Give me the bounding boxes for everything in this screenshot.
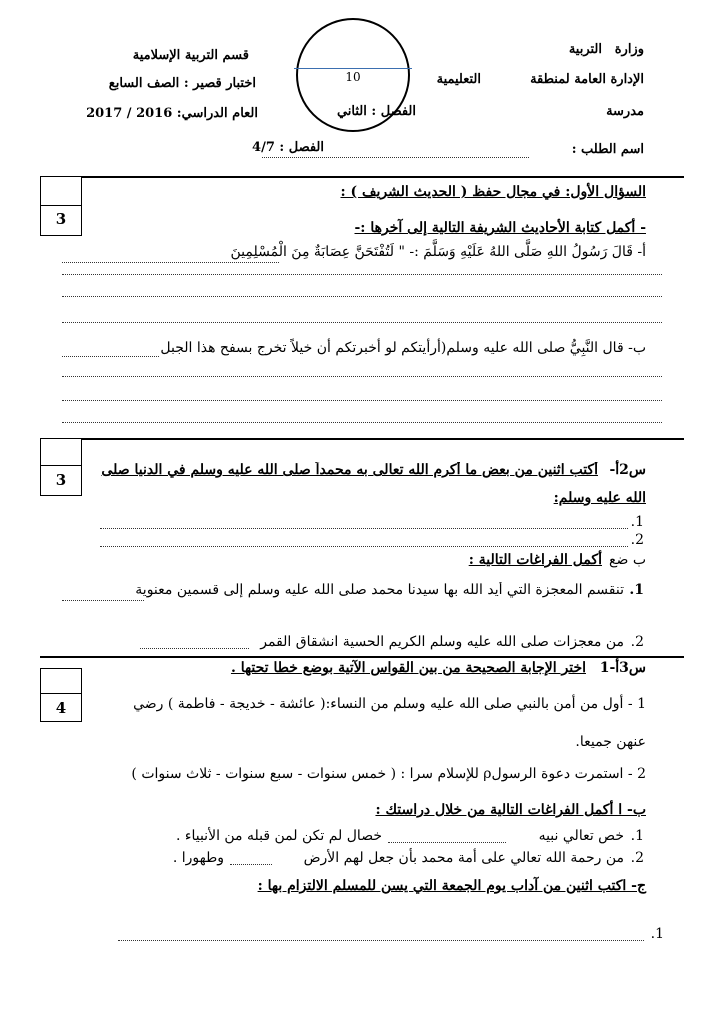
q3b-item2-b: وطهورا . [172, 850, 224, 866]
q2-item2-num: 2. [630, 532, 644, 548]
q3b-item1-b: خصال لم تكن لمن قبله من الأنبياء . [175, 828, 382, 844]
q2-item1-num: 1. [630, 514, 644, 530]
admin-value: التعليمية [436, 72, 481, 87]
term-label: الفصل : الثاني [336, 104, 416, 119]
mark-box-q1 [40, 176, 82, 236]
mark-q3: 4 [55, 699, 67, 717]
q2b-prefix: ب ضع [609, 552, 646, 568]
admin-label: الإدارة العامة لمنطقة [530, 72, 644, 87]
answer-line[interactable] [62, 296, 662, 297]
q3b-item1-a: خص تعالي نبيه [538, 828, 624, 844]
q3b-title: ب- ا أكمل الفراغات التالية من خلال دراستك : [375, 802, 646, 818]
q2b-title: أكمل الفراغات التالية : [468, 552, 602, 568]
q1-hadith-a: أ- قَالَ رَسُولُ اللهِ صَلَّى اللهُ عَلَيْهِ وَسَلَّمَ :- " لَتُفْتَحَنَّ عِصَابَةٌ مِنَ الْمُسْلِمِينَ [230, 244, 646, 260]
class-label: الفصل : 4/7 [252, 140, 324, 155]
answer-line[interactable] [62, 322, 662, 323]
mark-q2: 3 [55, 471, 67, 489]
q1-instruction: - أكمل كتابة الأحاديث الشريفة التالية إلى آخرها :- [354, 220, 646, 236]
score-circle [296, 18, 410, 132]
score-total: 10 [345, 70, 361, 84]
q3b-item2-num: 2. [630, 850, 644, 866]
answer-line[interactable] [62, 600, 144, 601]
ministry-value: التربية [568, 42, 602, 57]
ministry-label: وزارة [614, 42, 644, 57]
student-name-field[interactable] [262, 157, 529, 158]
mark-box-q3 [40, 668, 82, 722]
school-label: مدرسة [606, 104, 644, 119]
answer-line[interactable] [62, 274, 662, 275]
mark-q1: 3 [55, 210, 67, 228]
section-divider [40, 438, 684, 440]
answer-line[interactable] [62, 422, 662, 423]
q3-item1-cont: عنهن جميعا. [575, 734, 646, 750]
q2b-item2: من معجزات صلى الله عليه وسلم الكريم الحسية انشقاق القمر [260, 634, 624, 650]
score-divider [294, 68, 412, 69]
answer-line[interactable] [100, 546, 628, 547]
mark-box-q2 [40, 438, 82, 496]
q2b-item1: تنقسم المعجزة التي أيد الله بها سيدنا محمد صلى الله عليه وسلم إلى قسمين معنوية [135, 582, 624, 598]
q3b-item1-num: 1. [630, 828, 644, 844]
answer-line[interactable] [100, 528, 628, 529]
answer-line[interactable] [140, 648, 249, 649]
section-divider [40, 656, 684, 658]
quiz-label: اختبار قصير : الصف السابع [108, 76, 256, 91]
answer-line[interactable] [230, 864, 272, 865]
q2b-item2-num: 2. [630, 634, 644, 650]
student-name-label: اسم الطلب : [571, 142, 644, 157]
q3-item2: 2 - استمرت دعوة الرسولρ للإسلام سرا : ( خمس سنوات - سبع سنوات - ثلاث سنوات ) [131, 766, 646, 782]
year-label: العام الدراسي: 2016 / 2017 [86, 106, 258, 121]
department-label: قسم التربية الإسلامية [132, 48, 249, 63]
q2-title-line2: الله عليه وسلم: [553, 490, 646, 506]
q3b-item2-a: من رحمة الله تعالي على أمة محمد بأن جعل لهم الأرض [303, 850, 624, 866]
q3-title: اختر الإجابة الصحيحة من بين القواس الآتية بوضع خطا تحتها . [230, 660, 586, 676]
q3c-item1-num: 1. [650, 926, 664, 942]
answer-line[interactable] [62, 356, 159, 357]
q3c-title: ج- اكتب اثنين من آداب يوم الجمعة التي يسن للمسلم الالتزام بها : [257, 878, 646, 894]
answer-line[interactable] [62, 400, 662, 401]
answer-line[interactable] [62, 376, 662, 377]
q2b-item1-num: 1. [629, 582, 644, 598]
answer-line[interactable] [62, 262, 279, 263]
answer-line[interactable] [388, 842, 506, 843]
q2-prefix: س2أ- [609, 462, 646, 478]
q1-hadith-b: ب- قال النَّبِيُّ صلى الله عليه وسلم(أرأيتكم لو أخبرتكم أن خيلاً تخرج بسفح هذا الجبل [160, 340, 646, 356]
q3-prefix: س3أ-1 [599, 660, 646, 676]
answer-line[interactable] [118, 940, 644, 941]
q1-title: السؤال الأول: في مجال حفظ ( الحديث الشريف ) : [340, 184, 646, 200]
section-divider [40, 176, 684, 178]
q2-title-line1: أكتب اثنين من بعض ما أكرم الله تعالى به محمداً صلى الله عليه وسلم في الدنيا صلى [101, 462, 598, 478]
q3-item1: 1 - أول من أمن بالنبي صلى الله عليه وسلم من النساء:( عائشة - خديجة - فاطمة ) رضي [133, 696, 646, 712]
